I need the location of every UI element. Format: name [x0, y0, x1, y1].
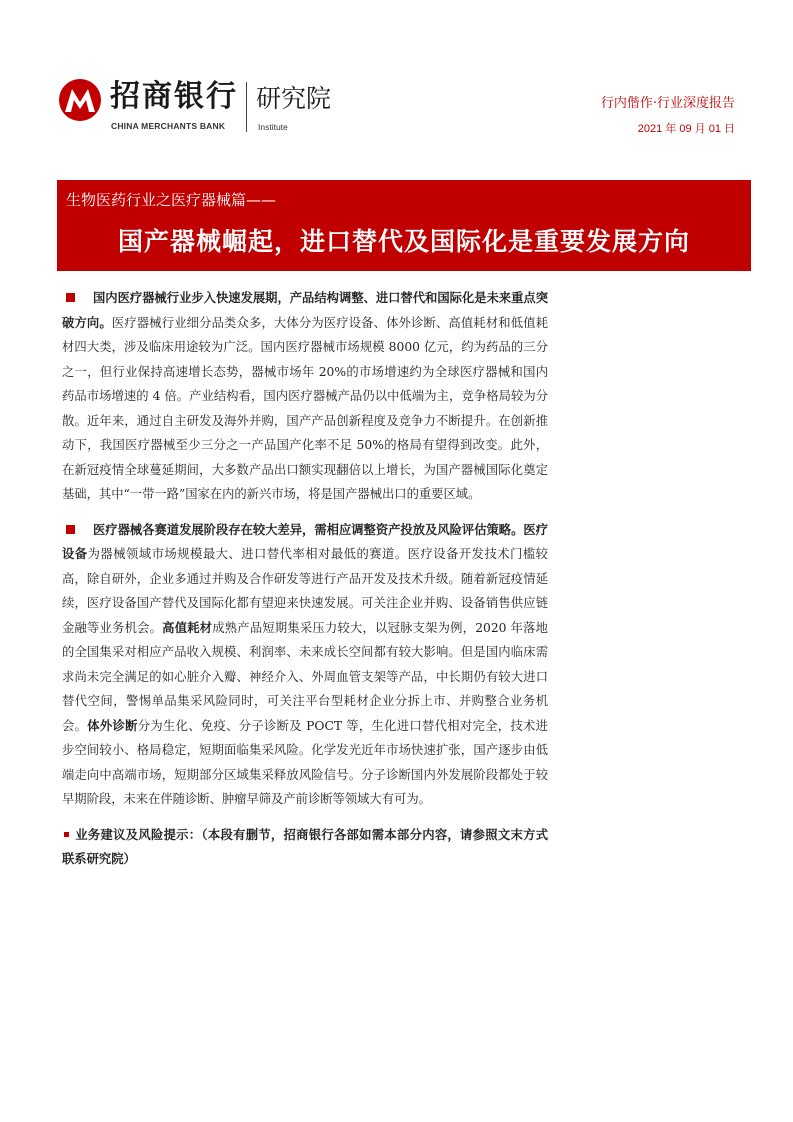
business-tip-text: 业务建议及风险提示：（本段有删节，招商银行各部如需本部分内容，请参照文末方式联系研究院）	[62, 827, 548, 866]
keyword-ivd: 体外诊断	[87, 718, 138, 733]
summary-paragraph	[62, 286, 548, 507]
institute-name-cn: 研究院	[256, 84, 332, 113]
business-tip	[62, 823, 548, 872]
institute-name-en: Institute	[258, 122, 288, 132]
paragraph-text: 医疗器械行业细分品类众多，大体分为医疗设备、体外诊断、高值耗材和低值耗材四大类，涉及临床用途较为广泛。国内医疗器械市场规模 8000 亿元，约为药品的三分之一，但行业保持高速增长态势，器械市场年 20%的市场增速约为全球医疗器械和国内药品市场增速的 4 倍。产业结构看，国内医疗器械产品仍以中低端为主，竞争格局较为分散。近年来，通过自主研发及海外并购，国产产品创新程度及竞争力不断提升。在创新推动下，我国医疗器械至少三分之一产品国产化率不足 50%的格局有望得到改变。此外，在新冠疫情全球蔓延期间，大多数产品出口额实现翻倍以上增长，为国产器械国际化奠定基础，其中“一带一路”国家在内的新兴市场，将是国产器械出口的重要区域。	[62, 315, 548, 501]
cmb-logo-icon	[58, 78, 102, 122]
keyword-medical-equipment: 医疗设备	[62, 522, 549, 561]
logo-divider	[246, 82, 247, 132]
paragraph-text: 为器械领域市场规模最大、进口替代率相对最低的赛道。医疗设备开发技术门槛较高，除自研外，企业多通过并购及合作研发等进行产品开发及技术升级。随着新冠疫情延续，医疗设备国产替代及国际化都有望迎来快速发展。可关注企业并购、设备销售供应链金融等业务机会。	[62, 547, 548, 635]
report-header	[0, 0, 793, 170]
paragraph-lead: 国内医疗器械行业步入快速发展期，产品结构调整、进口替代和国际化是未来重点突破方向。	[62, 291, 548, 330]
title-banner	[57, 180, 751, 271]
banner-subtitle: 生物医药行业之医疗器械篇——	[66, 191, 277, 209]
summary-paragraph	[62, 518, 548, 812]
square-bullet-icon	[66, 293, 75, 302]
logo-text-cn: 招商银行	[110, 79, 238, 114]
report-type: 行内偕作·行业深度报告	[600, 96, 735, 111]
paragraph-text: 分为生化、免疫、分子诊断及 POCT 等，生化进口替代相对完全，技术进步空间较小、格局稳定，短期面临集采风险。化学发光近年市场快速扩张，国产逐步由低端走向中高端市场，短期部分区域集采释放风险信号。分子诊断国内外发展阶段都处于较早期阶段，未来在伴随诊断、肿瘤早筛及产前诊断等领域大有可为。	[62, 718, 548, 806]
square-bullet-icon	[66, 525, 75, 534]
small-square-bullet-icon	[64, 832, 69, 837]
logo-text-en: CHINA MERCHANTS BANK	[111, 121, 226, 131]
keyword-high-value-consumables: 高值耗材	[162, 620, 213, 635]
paragraph-text: 成熟产品短期集采压力较大，以冠脉支架为例，2020 年落地的全国集采对相应产品收入规模、利润率、未来成长空间都有较大影响。但是国内临床需求尚未完全满足的如心脏介入瓣、神经介入、外周血管支架等产品，中长期仍有较大进口替代空间，警惕单品集采风险同时，可关注平台型耗材企业分拆上市、并购整合业务机会。	[62, 620, 548, 733]
paragraph-lead: 医疗器械各赛道发展阶段存在较大差异，需相应调整资产投放及风险评估策略。	[93, 522, 524, 537]
report-date: 2021 年 09 月 01 日	[637, 123, 735, 135]
page-title: 国产器械崛起，进口替代及国际化是重要发展方向	[117, 227, 690, 256]
report-body	[62, 286, 548, 872]
